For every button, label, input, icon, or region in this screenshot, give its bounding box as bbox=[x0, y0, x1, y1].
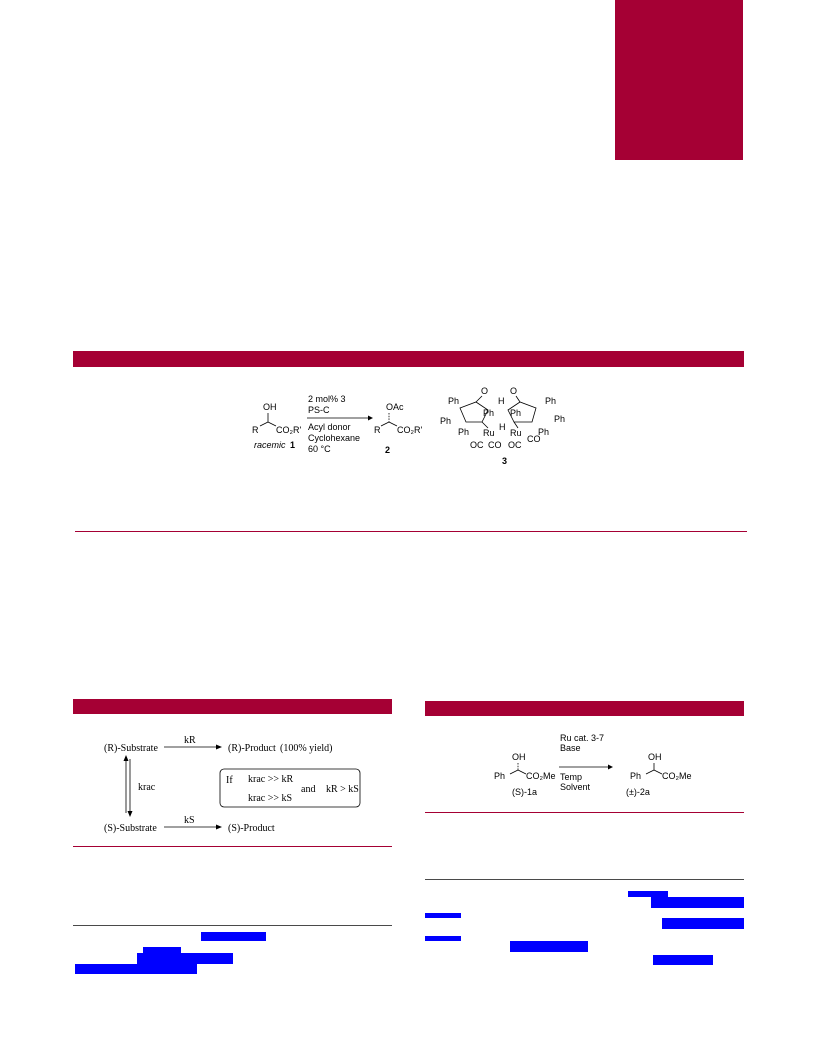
if-label: If bbox=[226, 775, 233, 786]
svg-text:Ph: Ph bbox=[554, 414, 566, 424]
svg-text:H: H bbox=[498, 396, 505, 406]
scheme-3-bottom-rule bbox=[425, 812, 744, 813]
redaction-block bbox=[137, 953, 233, 964]
right-footnote-rule bbox=[425, 879, 744, 880]
start-co2me: CO₂Me bbox=[526, 771, 556, 781]
prod-label: (±)-2a bbox=[626, 787, 650, 797]
condition-5: 60 °C bbox=[308, 444, 331, 454]
s-substrate: (S)-Substrate bbox=[104, 823, 157, 834]
prod-oh: OH bbox=[648, 752, 662, 762]
svg-text:CO: CO bbox=[527, 434, 541, 444]
svg-text:OC: OC bbox=[470, 440, 484, 450]
r-substrate: (R)-Substrate bbox=[104, 743, 158, 754]
r-product: (R)-Product bbox=[228, 743, 276, 754]
prod-ph: Ph bbox=[630, 771, 642, 781]
svg-text:CO: CO bbox=[488, 440, 502, 450]
product-co2r: CO₂R' bbox=[397, 425, 423, 435]
svg-text:3: 3 bbox=[502, 456, 508, 466]
yield: (100% yield) bbox=[280, 743, 333, 754]
header-accent-block bbox=[615, 0, 743, 160]
redaction-block bbox=[201, 932, 266, 941]
redaction-block bbox=[651, 897, 744, 908]
condition-3: Acyl donor bbox=[308, 422, 351, 432]
redaction-block bbox=[653, 955, 713, 965]
scheme-2-bottom-rule bbox=[73, 846, 392, 847]
redaction-block bbox=[662, 918, 744, 929]
scheme-2-header-bar bbox=[73, 699, 392, 714]
svg-text:Ph: Ph bbox=[510, 408, 522, 418]
scheme-1-graphic bbox=[240, 378, 570, 478]
cond-3: kR > kS bbox=[326, 784, 359, 795]
condition-2: PS-C bbox=[308, 405, 330, 415]
reagent-2: Base bbox=[560, 743, 581, 753]
svg-text:Ph: Ph bbox=[448, 396, 460, 406]
k-r: kR bbox=[184, 735, 196, 746]
section-divider bbox=[75, 531, 747, 532]
redaction-block bbox=[75, 964, 197, 974]
catalyst-structure bbox=[440, 386, 565, 466]
redaction-block bbox=[425, 913, 461, 918]
and-label: and bbox=[301, 784, 316, 795]
product-oac: OAc bbox=[386, 402, 404, 412]
svg-text:Ph: Ph bbox=[458, 427, 470, 437]
reagent-4: Solvent bbox=[560, 782, 591, 792]
svg-text:Ph: Ph bbox=[538, 427, 550, 437]
substrate-oh: OH bbox=[263, 402, 277, 412]
substrate-co2r: CO₂R' bbox=[276, 425, 302, 435]
scheme-3-header-bar bbox=[425, 701, 744, 716]
start-oh: OH bbox=[512, 752, 526, 762]
substrate-r: R bbox=[252, 425, 259, 435]
svg-text:OC: OC bbox=[508, 440, 522, 450]
redaction-block bbox=[510, 941, 588, 952]
product-num: 2 bbox=[385, 445, 391, 455]
reagent-3: Temp bbox=[560, 772, 583, 782]
prod-co2me: CO₂Me bbox=[662, 771, 692, 781]
svg-text:Ph: Ph bbox=[545, 396, 557, 406]
condition-1: 2 mol% 3 bbox=[308, 394, 346, 404]
reagent-1: Ru cat. 3-7 bbox=[560, 733, 605, 743]
substrate-label-num: 1 bbox=[290, 440, 296, 450]
cond-2: krac >> kS bbox=[248, 793, 293, 804]
product-r: R bbox=[374, 425, 381, 435]
scheme-2-graphic bbox=[98, 733, 388, 837]
svg-text:Ph: Ph bbox=[483, 408, 495, 418]
k-s: kS bbox=[184, 815, 195, 826]
start-label: (S)-1a bbox=[512, 787, 538, 797]
scheme-3-graphic bbox=[490, 730, 710, 800]
left-footnote-rule bbox=[73, 925, 392, 926]
condition-4: Cyclohexane bbox=[308, 433, 361, 443]
k-rac: krac bbox=[138, 782, 156, 793]
svg-text:H: H bbox=[499, 422, 506, 432]
redaction-block bbox=[425, 936, 461, 941]
scheme-1-header-bar bbox=[73, 351, 744, 367]
s-product: (S)-Product bbox=[228, 823, 275, 834]
substrate-label-racemic: racemic bbox=[254, 440, 286, 450]
svg-text:Ph: Ph bbox=[440, 416, 452, 426]
start-ph: Ph bbox=[494, 771, 506, 781]
svg-text:O: O bbox=[481, 386, 489, 396]
svg-text:Ru: Ru bbox=[483, 428, 495, 438]
cond-1: krac >> kR bbox=[248, 774, 294, 785]
svg-text:O: O bbox=[510, 386, 518, 396]
svg-text:Ru: Ru bbox=[510, 428, 522, 438]
